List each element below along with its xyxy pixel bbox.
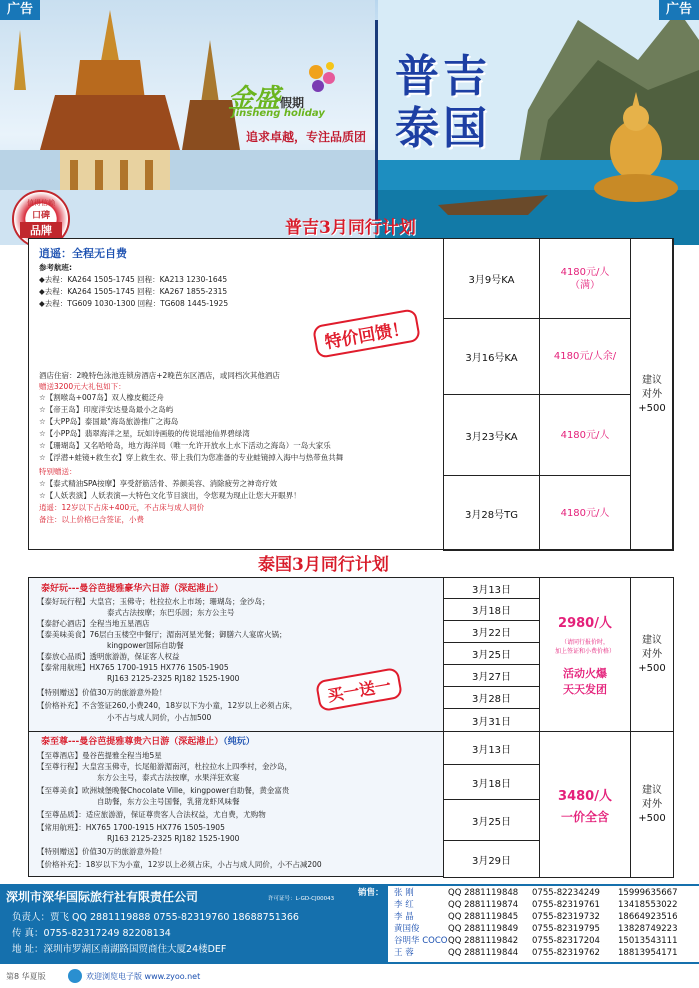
thai-p1-promo1: 活动火爆 <box>563 667 607 680</box>
badge-top-text: 值得信赖 <box>27 199 55 207</box>
thai-p2-side-3: +500 <box>638 812 666 824</box>
thai-p1-line: kingpower国际自助餐 <box>107 641 184 650</box>
flower-logo-icon <box>302 60 342 100</box>
contact-name: 张 刚 <box>394 888 414 898</box>
thai-p2-line: 【至尊品质】：适应旅游游，保证尊贵客人合法权益，尤自费，尤购物 <box>37 810 266 819</box>
footer <box>0 884 699 964</box>
fax-info: 传 真：0755-82317249 82208134 <box>12 928 171 939</box>
phuket-hotel: 酒店住宿：2晚特色泳池连锁房酒店+2晚芭东区酒店，或同档次其他酒店 <box>39 371 280 380</box>
contact-tel: 0755-82319761 <box>532 900 600 910</box>
thai-p2-date-cell <box>443 840 540 878</box>
thai-p2-date: 3月29日 <box>471 855 512 867</box>
thai-side-cell <box>630 731 674 878</box>
quality-badge <box>12 190 70 245</box>
thai-p1-price-cell <box>539 577 631 732</box>
thai-p1-promo2: 天天发团 <box>563 683 607 696</box>
thai-p1-price-note1: （请同行报价时， <box>560 639 609 646</box>
phuket-item-4: ☆【小PP岛】翡翠海洋之星，玩如诗画般的传说瑶池仙界碧绿湾 <box>39 429 250 438</box>
phuket-price-1: 4180元/人（满） <box>560 266 610 291</box>
phuket-side-3: +500 <box>638 402 666 414</box>
globe-icon <box>68 969 82 983</box>
phuket-date-2: 3月16号KA <box>465 353 518 364</box>
contact-mobile: 18813954171 <box>618 948 678 958</box>
thai-p1-line: 【泰好玩行程】大皇宫；玉佛寺；杜拉拉水上市场；珊瑚岛；金沙岛； <box>37 597 270 606</box>
logo-english: Jinsheng holiday <box>232 108 325 119</box>
thai-side-1: 建议 <box>642 634 662 646</box>
thai-p1-title: 泰好玩---曼谷芭提雅豪华六日游（深起港止） <box>41 584 224 594</box>
phuket-item-3: ☆【大PP岛】泰国最"海岛旅游推广之海岛 <box>39 417 179 426</box>
thai-p1-line: 小不占与成人同价，小占加500 <box>107 713 212 722</box>
phuket-side-cell <box>630 238 674 551</box>
thai-section-title: 泰国3月同行计划 <box>258 555 389 575</box>
contact-tel: 0755-82234249 <box>532 888 600 898</box>
phuket-product-title: 逍遥：全程无自费 <box>39 247 127 260</box>
ad-tag-right: 广告 <box>659 0 699 20</box>
thai-p1-date: 3月18日 <box>471 606 512 617</box>
license-number: 许可证号：L-GD-CJ00043 <box>268 896 335 902</box>
phuket-gift-title: 赠送3200元大礼包如下： <box>39 382 126 391</box>
thai-p1-date-cell <box>443 598 540 621</box>
thai-p2-date-cell <box>443 764 540 800</box>
thai-p1-line: 【特别赠送】价值30万的旅游意外险！ <box>37 688 167 697</box>
phuket-price-cell <box>539 475 631 551</box>
thai-p1-date: 3月22日 <box>471 628 512 639</box>
phuket-special-1: ☆【泰式精油SPA按摩】享受舒筋活骨、养颜美容、消除疲劳之神奇疗效 <box>39 479 278 488</box>
contact-qq: QQ 2881119844 <box>448 948 519 958</box>
badge-mid-text: 口碑 <box>31 211 50 221</box>
thai-p1-line: 【价格补充】不含签证260,小费240，18岁以下为小童，12岁以上必须占床， <box>37 701 298 710</box>
phuket-date-cell <box>443 394 540 476</box>
website-link[interactable]: 欢迎浏览电子版 www.zyoo.net <box>86 972 201 981</box>
thai-p2-line: RJ163 2125-2325 RJ182 1525-1900 <box>107 834 240 843</box>
bottom-bar <box>0 964 699 988</box>
thai-p1-date: 3月27日 <box>471 672 512 683</box>
thai-p2-title <box>41 737 255 747</box>
sales-label: 销售： <box>358 888 384 898</box>
hero-divider <box>375 20 378 220</box>
phuket-price-cell <box>539 238 631 319</box>
thai-p1-date-cell <box>443 686 540 709</box>
thai-p1-date: 3月31日 <box>471 716 512 728</box>
contact-mobile: 18664923516 <box>618 912 678 922</box>
logo-sub-text: 假期 <box>280 96 305 110</box>
ad-tag-left: 广告 <box>0 0 40 20</box>
phuket-flights-label: 参考航班: <box>39 263 72 272</box>
contact-mobile: 15013543111 <box>618 936 678 946</box>
phuket-special-2: ☆【人妖表演】人妖表演—大特色文化节目演出，令您观为现止让您大开眼界！ <box>39 491 301 500</box>
thai-p2-line: 东方公主号，泰式古法按摩，水果洋狂欢宴 <box>97 773 240 782</box>
thai-p2-date: 3月13日 <box>471 744 512 756</box>
hero-banner <box>0 0 699 245</box>
thai-p1-line: 【泰常用航班】HX765 1700-1915 HX776 1505-1905 <box>37 663 229 672</box>
thai-p2-side-2: 对外 <box>642 798 662 810</box>
thai-p2-date-cell <box>443 731 540 765</box>
thai-divider <box>29 731 444 732</box>
contact-mobile: 13828749223 <box>618 924 678 934</box>
thai-p1-date: 3月25日 <box>471 650 512 661</box>
contact-name: 黄国俊 <box>394 924 420 934</box>
phuket-date-cell <box>443 238 540 319</box>
contact-tel: 0755-82317204 <box>532 936 600 946</box>
thai-p2-price: 3480/人 <box>558 788 612 804</box>
thai-p2-price2: 一价全含 <box>560 809 609 824</box>
address-info: 地 址：深圳市罗湖区南湖路国贸商住大厦24楼DEF <box>12 944 227 955</box>
thai-p1-line: RJ163 2125-2325 RJ182 1525-1900 <box>107 674 240 683</box>
phuket-flight-3: ◆去程：TG609 1030-1300 回程：TG608 1445-1925 <box>39 299 229 308</box>
contact-qq: QQ 2881119849 <box>448 924 519 934</box>
thai-side-3: +500 <box>638 662 666 674</box>
contact-name: 王 蓉 <box>394 948 414 958</box>
contact-name: 谷明华 COCO <box>394 936 448 946</box>
contact-mobile: 15999635667 <box>618 888 678 898</box>
contact-qq: QQ 2881119848 <box>448 888 519 898</box>
phuket-side-2: 对外 <box>642 388 662 400</box>
contact-qq: QQ 2881119845 <box>448 912 519 922</box>
buy-one-get-one-stamp: 买一送一 <box>315 667 403 712</box>
thai-side-cell <box>630 577 674 732</box>
thai-p1-line: 【泰舒心酒店】全程当地五星酒店 <box>37 619 150 628</box>
contact-name: 李 晶 <box>394 912 414 922</box>
thai-p1-date-cell <box>443 577 540 599</box>
phuket-price-cell <box>539 394 631 476</box>
thai-p2-date: 3月25日 <box>471 816 512 828</box>
phuket-flight-2: ◆去程：KA264 1505-1745 回程：KA267 1855-2315 <box>39 287 228 296</box>
thai-p1-price: 2980/人 <box>558 616 612 631</box>
thai-p2-tag: （纯玩） <box>223 737 255 747</box>
thai-p1-line: 【泰美味美食】76层白玉楼空中餐厅；湄南河星光餐；御膳六人宴席火锅； <box>37 630 287 639</box>
hero-title-line2: 泰国 <box>395 103 491 154</box>
phuket-flight-1: ◆去程：KA264 1505-1745 回程：KA213 1230-1645 <box>39 275 228 284</box>
thai-p2-side-1: 建议 <box>642 784 662 796</box>
phuket-side-1: 建议 <box>642 374 662 386</box>
phuket-item-6: ☆【浮潜+蛙镜+救生衣】穿上救生衣、带上我们为您准备的专业蛙镜掉入海中与热带鱼共舞 <box>39 453 344 462</box>
phuket-date-1: 3月9号KA <box>468 275 515 286</box>
thai-p2-line: 【至尊酒店】曼谷芭提雅全程当地5星 <box>37 751 162 760</box>
special-offer-stamp: 特价回馈！ <box>312 308 421 359</box>
badge-label: 品牌 <box>20 222 62 238</box>
thai-p1-date-cell <box>443 642 540 665</box>
thai-p2-date: 3月18日 <box>471 778 512 790</box>
phuket-plan-table <box>28 238 673 550</box>
phuket-special-title: 特别赠送： <box>39 467 77 476</box>
phuket-note-2: 备注：以上价格已含签证，小费 <box>39 515 144 524</box>
phuket-price-cell <box>539 318 631 395</box>
thai-p2-line: 【特别赠送】价值30万的旅游意外险！ <box>37 847 167 856</box>
phuket-price-2: 4180元/人余/ <box>553 351 617 362</box>
phuket-date-3: 3月23号KA <box>465 431 518 443</box>
thai-p2-line: 【至尊行程】大皇宫玉佛寺，长尾船游湄南河，杜拉拉水上四季村，金沙岛， <box>37 762 292 771</box>
contact-qq: QQ 2881119842 <box>448 936 519 946</box>
page-number: 第8 华夏版 <box>6 972 46 981</box>
company-name: 深圳市深华国际旅行社有限责任公司 <box>6 890 199 904</box>
phuket-item-2: ☆【帝王岛】印度洋安达曼岛最小之岛屿 <box>39 405 174 414</box>
phuket-date-4: 3月28号TG <box>465 509 518 521</box>
logo-main-text: 金盛 <box>228 84 281 114</box>
thai-p1-price-note2: 加上签证和小费价格） <box>554 648 615 655</box>
thai-p2-line: 【至尊美食】欧洲城堡晚餐Chocolate Ville，kingpower自助餐，黄金富贵 <box>37 786 290 795</box>
phuket-item-5: ☆【珊瑚岛】又名哈哈岛，地方海洋局（唯一允许开放水上水下活动之海岛）一岛大家乐 <box>39 441 331 450</box>
thai-p1-date-cell <box>443 664 540 687</box>
thai-p1-date-cell <box>443 708 540 732</box>
manager-info: 负责人：贾飞 QQ 2881119888 0755-82319760 18688751366 <box>12 912 299 923</box>
thai-p2-date-cell <box>443 799 540 841</box>
phuket-date-cell <box>443 475 540 551</box>
phuket-item-1: ☆【割喉岛+007岛】双人橡皮艇泛舟 <box>39 393 164 402</box>
contact-name: 李 红 <box>394 900 414 910</box>
phuket-price-4: 4180元/人 <box>560 507 610 519</box>
contact-tel: 0755-82319762 <box>532 948 600 958</box>
thai-p2-price-cell <box>539 731 631 878</box>
thai-plan-table <box>28 577 673 877</box>
thai-p1-line: 泰式古法按摩；东巴乐园；东方公主号 <box>107 608 235 617</box>
phuket-date-cell <box>443 318 540 395</box>
thai-p2-line: 【价格补充】：18岁以下为小童，12岁以上必须占床，小占与成人同价，小不占减200 <box>37 860 322 869</box>
hero-title-line1: 普吉 <box>395 51 491 102</box>
phuket-note-1: 逍遥：12岁以下占床+400元，不占床与成人同价 <box>39 503 205 512</box>
thai-p1-date: 3月13日 <box>471 584 512 596</box>
contact-qq: QQ 2881119874 <box>448 900 519 910</box>
thai-side-2: 对外 <box>642 648 662 660</box>
contact-tel: 0755-82319795 <box>532 924 600 934</box>
brand-slogan: 追求卓越，专注品质团 <box>246 130 367 144</box>
thai-p2-title-text: 泰至尊---曼谷芭提雅尊贵六日游（深起港止） <box>41 737 224 747</box>
thai-p1-line: 【泰放心品质】透明旅游游，保证客人权益 <box>37 652 180 661</box>
phuket-price-3: 4180元/人 <box>560 429 610 441</box>
contact-mobile: 13418553022 <box>618 900 678 910</box>
thai-p2-line: 自助餐，东方公主号国餐，乳猪龙虾风味餐 <box>97 797 240 806</box>
thai-p1-date: 3月28日 <box>471 694 512 705</box>
phuket-section-title: 普吉3月同行计划 <box>285 218 416 238</box>
contact-tel: 0755-82319732 <box>532 912 600 922</box>
thai-p1-date-cell <box>443 620 540 643</box>
thai-p2-line: 【常用航班】：HX765 1700-1915 HX776 1505-1905 <box>37 823 225 832</box>
